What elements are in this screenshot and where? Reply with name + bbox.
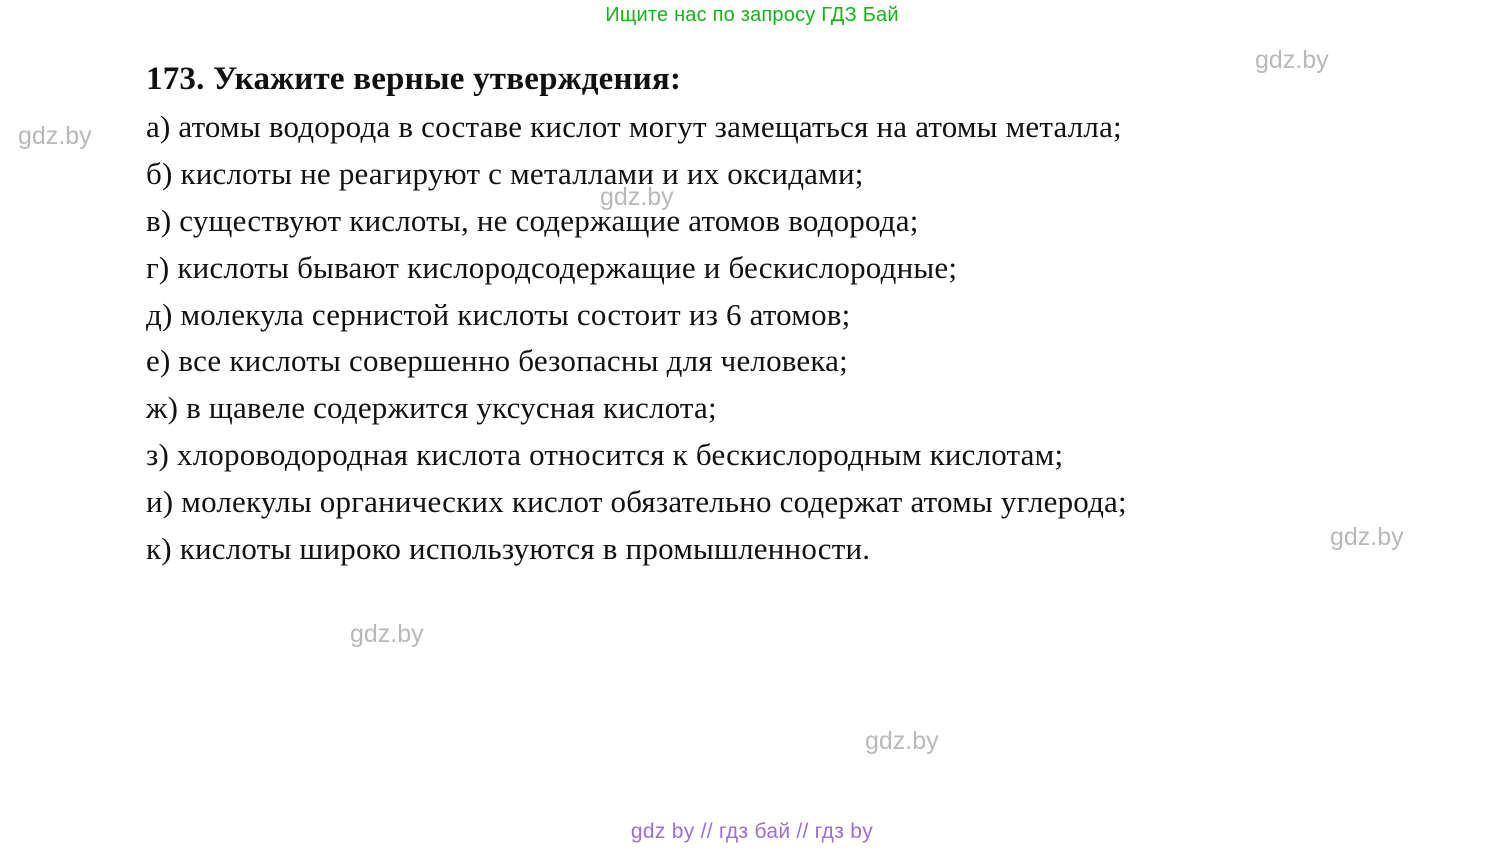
task-number: 173. xyxy=(146,61,205,97)
footer-credits xyxy=(0,820,1504,844)
statement-i: и) молекулы органических кислот обязательно содержат атомы углерода; xyxy=(146,483,1127,519)
statement-e: е) все кислоты совершенно безопасны для человека; xyxy=(146,343,848,379)
exercise-content xyxy=(74,58,1444,575)
footer-separator-1: // xyxy=(700,820,713,843)
footer-part-1: gdz by xyxy=(630,820,695,843)
statement-zh: ж) в щавеле содержится уксусная кислота; xyxy=(146,390,717,426)
statement-a: а) атомы водорода в составе кислот могут замещаться на атомы металла; xyxy=(146,109,1122,145)
statement-d: д) молекула сернистой кислоты состоит из 6 атомов; xyxy=(146,296,851,332)
statement-b: б) кислоты не реагируют с металлами и их оксидами; xyxy=(146,156,864,192)
watermark: gdz.by xyxy=(600,183,674,211)
statement-v: в) существуют кислоты, не содержащие атомов водорода; xyxy=(146,202,919,238)
statement-g: г) кислоты бывают кислородсодержащие и бескислородные; xyxy=(146,249,958,285)
watermark: gdz.by xyxy=(865,727,939,755)
statement-z: з) хлороводородная кислота относится к бескислородным кислотам; xyxy=(146,437,1064,473)
task-heading xyxy=(74,58,1444,100)
promo-banner-text: Ищите нас по запросу ГДЗ Бай xyxy=(605,4,899,26)
watermark: gdz.by xyxy=(1330,523,1404,551)
footer-part-3: гдз by xyxy=(814,820,874,843)
footer-part-2: гдз бай xyxy=(718,820,791,843)
watermark: gdz.by xyxy=(18,122,92,150)
watermark: gdz.by xyxy=(1255,46,1329,74)
task-title-text: Укажите верные утверждения: xyxy=(213,61,682,97)
footer-separator-2: // xyxy=(796,820,809,843)
statement-k: к) кислоты широко используются в промышленности. xyxy=(146,530,871,566)
watermark: gdz.by xyxy=(350,620,424,648)
